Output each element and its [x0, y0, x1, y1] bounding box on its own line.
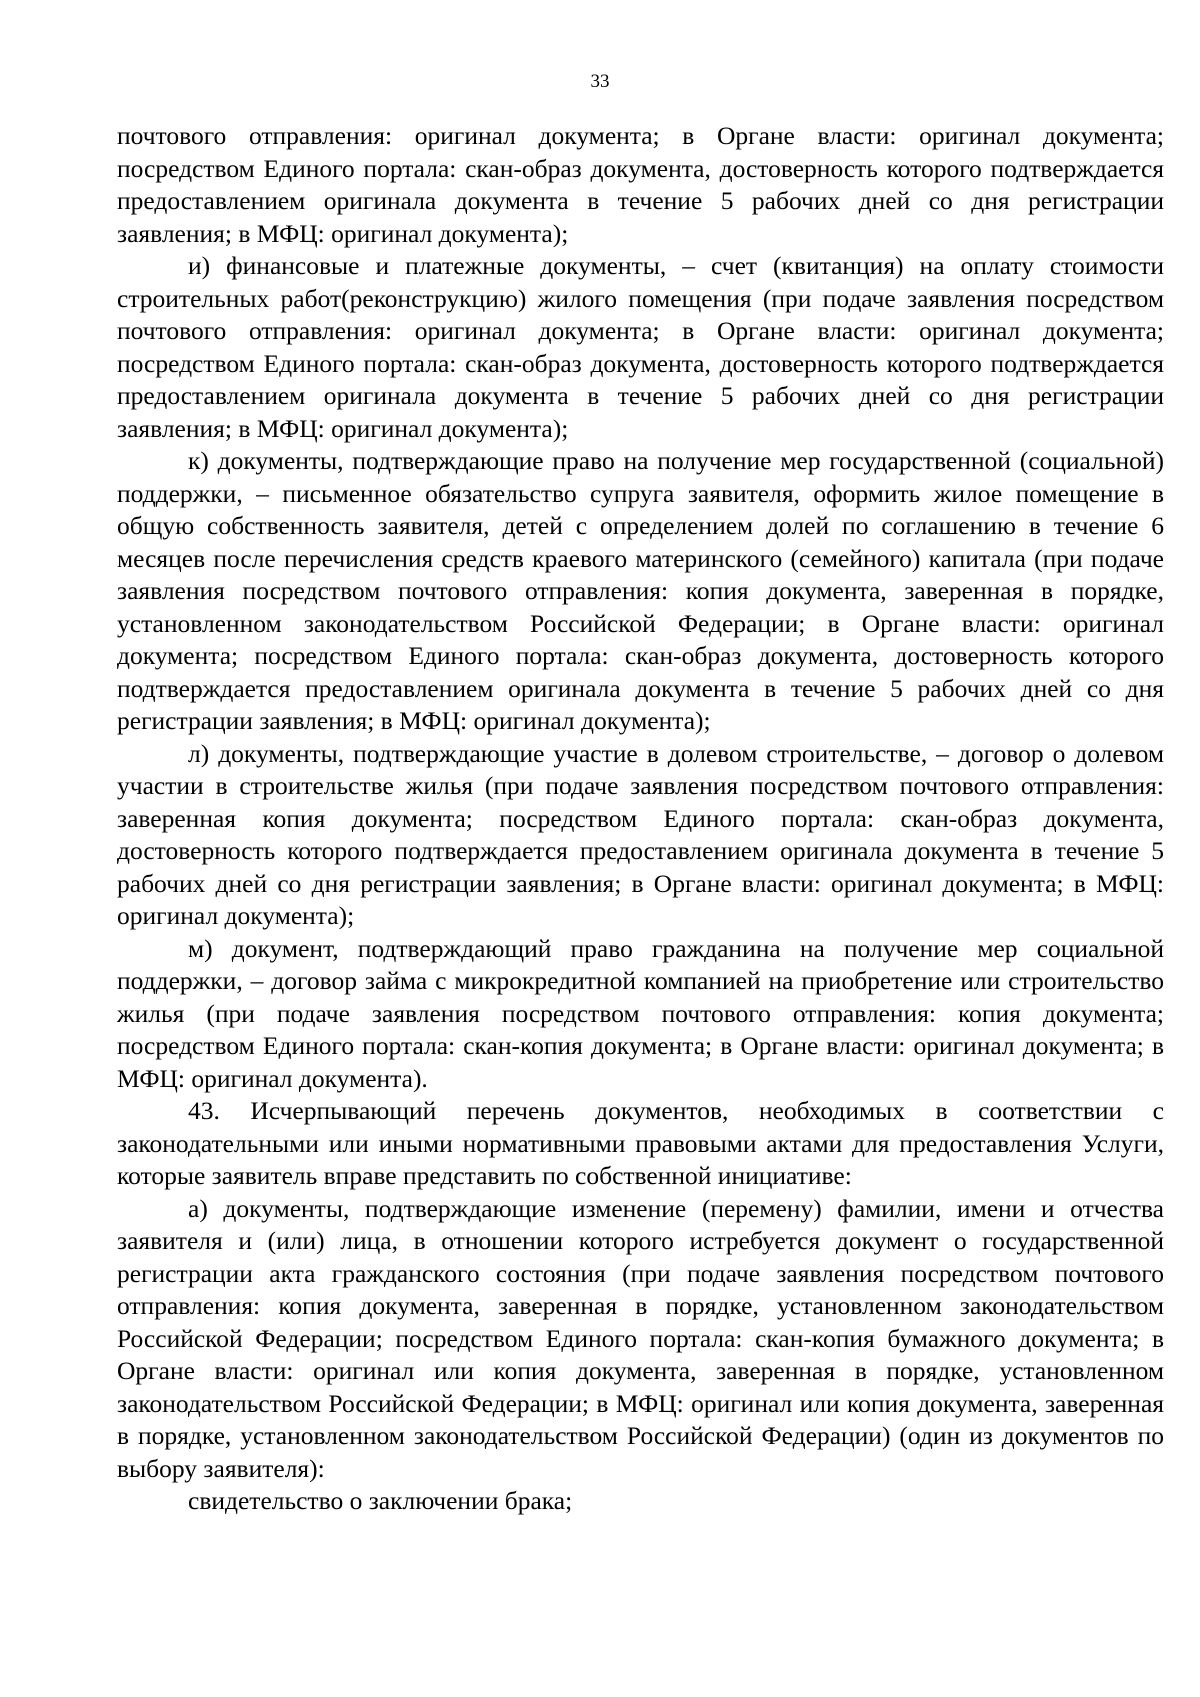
paragraph-item-i: и) финансовые и платежные документы, – счет (квитанция) на оплату стоимости строительных работ(реконструкцию) жилого помещения (при подаче заявления посредством почтового отправления: оригинал документа; в Органе власти: оригинал документа; посредством Единого портала: скан-образ документа, достоверность которого подтверждается предоставлением оригинала документа в течение 5 рабочих дней со дня регистрации заявления; в МФЦ: оригинал документа); — [117, 251, 1164, 443]
paragraph-section-43: 43. Исчерпывающий перечень документов, необходимых в соответствии с законодательными или иными нормативными правовыми актами для предоставления Услуги, которые заявитель вправе представить по собственной инициативе: — [117, 1096, 1164, 1190]
document-body — [117, 120, 1164, 1518]
page-number: 33 — [590, 71, 610, 92]
paragraph-marriage-certificate: свидетельство о заключении брака; — [188, 1486, 573, 1515]
paragraph-item-k: к) документы, подтверждающие право на получение мер государственной (социальной) поддержки, – письменное обязательство супруга заявителя, оформить жилое помещение в общую собственность заявителя, детей с определением долей по соглашению в течение 6 месяцев после перечисления средств краевого материнского (семейного) капитала (при подаче заявления посредством почтового отправления: копия документа, заверенная в порядке, установленном законодательством Российской Федерации; в Органе власти: оригинал документа; посредством Единого портала: скан-образ документа, достоверность которого подтверждается предоставлением оригинала документа в течение 5 рабочих дней со дня регистрации заявления; в МФЦ: оригинал документа); — [117, 446, 1164, 735]
paragraph-item-l: л) документы, подтверждающие участие в долевом строительстве, – договор о долевом участии в строительстве жилья (при подаче заявления посредством почтового отправления: заверенная копия документа; посредством Единого портала: скан-образ документа, достоверность которого подтверждается предоставлением оригинала документа в течение 5 рабочих дней со дня регистрации заявления; в Органе власти: оригинал документа; в МФЦ: оригинал документа); — [117, 738, 1164, 930]
paragraph-item-a: а) документы, подтверждающие изменение (перемену) фамилии, имени и отчества заявителя и (или) лица, в отношении которого истребуется документ о государственной регистрации акта гражданского состояния (при подаче заявления посредством почтового отправления: копия документа, заверенная в порядке, установленном законодательством Российской Федерации; посредством Единого портала: скан-копия бумажного документа; в Органе власти: оригинал или копия документа, заверенная в порядке, установленном законодательством Российской Федерации; в МФЦ: оригинал или копия документа, заверенная в порядке, установленном законодательством Российской Федерации) (один из документов по выбору заявителя): — [117, 1193, 1164, 1483]
paragraph-continuation: почтового отправления: оригинал документа; в Органе власти: оригинал документа; посредством Единого портала: скан-образ документа, достоверность которого подтверждается предоставлением оригинала документа в течение 5 рабочих дней со дня регистрации заявления; в МФЦ: оригинал документа); — [117, 121, 1164, 248]
paragraph-item-m: м) документ, подтверждающий право гражданина на получение мер социальной поддержки, – договор займа с микрокредитной компанией на приобретение или строительство жилья (при подаче заявления посредством почтового отправления: копия документа; посредством Единого портала: скан-копия документа; в Органе власти: оригинал документа; в МФЦ: оригинал документа). — [117, 933, 1164, 1093]
